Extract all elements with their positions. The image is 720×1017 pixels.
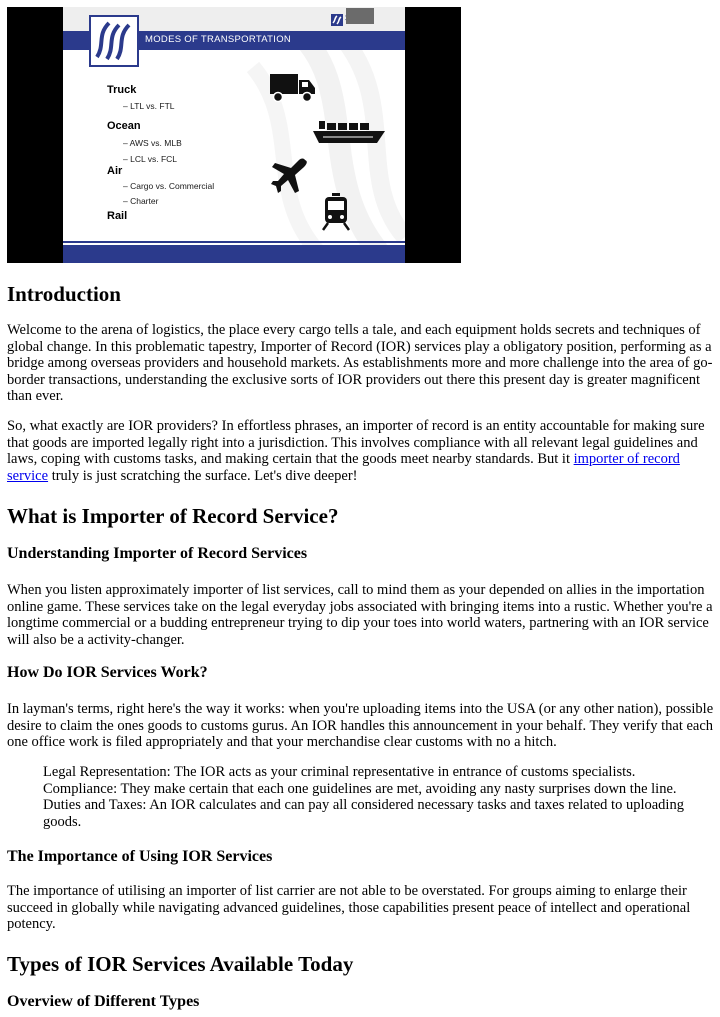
list-item: Legal Representation: The IOR acts as your criminal representative in entrance of customs specialists. bbox=[43, 764, 636, 780]
sub-label: Cargo vs. Commercial bbox=[130, 181, 215, 191]
sub-air-1: – Cargo vs. Commercial bbox=[123, 181, 215, 191]
heading-understanding: Understanding Importer of Record Services bbox=[7, 545, 308, 562]
mode-air bbox=[107, 164, 122, 178]
heading-introduction: Introduction bbox=[7, 282, 121, 306]
mode-label: Air bbox=[107, 165, 123, 177]
heading-importance: The Importance of Using IOR Services bbox=[7, 848, 273, 865]
logo-mark bbox=[91, 17, 137, 65]
intro-text-before: So, what exactly are IOR providers? In effortless phrases, an importer of record is an entity accountable for making sure that goods are imported legally right into a jurisdiction. This involves compliance with all relevant legal guidelines and laws, coping with customs tasks, and making certain that the goods meet nearby standards. But it bbox=[7, 418, 705, 467]
mode-ocean bbox=[107, 119, 141, 133]
slide-bottom-line bbox=[63, 241, 405, 243]
truck-icon bbox=[269, 71, 317, 103]
importer-of-record-link[interactable]: importer of record service bbox=[7, 451, 680, 484]
slide-bottom-bar bbox=[63, 245, 405, 263]
how-list bbox=[43, 764, 713, 830]
heading-types: Types of IOR Services Available Today bbox=[7, 952, 354, 976]
understanding-paragraph: When you listen approximately importer of list services, call to mind them as your depended on allies in the importation online game. These services take on the legal everyday jobs associated with bringing items into a rustic. Whether you're a longtime commercial or a budding entrepreneur trying to dip your toes into world waters, partnering with an IOR service will also be a activity-changer. bbox=[7, 582, 713, 648]
sub-label: Charter bbox=[130, 196, 159, 206]
heading-overview: Overview of Different Types bbox=[7, 993, 200, 1010]
brand-logo-icon bbox=[331, 14, 343, 26]
sub-ocean-1: – AWS vs. MLB bbox=[123, 138, 182, 148]
intro-text-after: truly is just scratching the surface. Let's dive deeper! bbox=[48, 467, 358, 484]
sub-air-2: – Charter bbox=[123, 196, 159, 206]
mode-label: Ocean bbox=[107, 120, 141, 132]
list-item: Compliance: They make certain that each one guidelines are met, avoiding any nasty surprises down the line. bbox=[43, 780, 677, 797]
sub-ocean-2: – LCL vs. FCL bbox=[123, 154, 178, 164]
sub-label: LTL vs. FTL bbox=[130, 101, 175, 111]
intro-paragraph-2 bbox=[7, 418, 715, 484]
heading-how-it-works: How Do IOR Services Work? bbox=[7, 664, 208, 681]
intro-paragraph-1: Welcome to the arena of logistics, the place every cargo tells a tale, and each equipment holds secrets and techniques of global change. In this problematic tapestry, Importer of Record (IOR) services play a obligatory position, performing as a bridge among overseas providers and household markets. As establishments more and more challenge into the area of go-border transactions, understanding the exclusive sorts of IOR providers out there this present day is greater magnificent than ever. bbox=[7, 322, 713, 404]
mode-truck bbox=[107, 83, 136, 97]
mode-rail bbox=[107, 209, 127, 223]
logo bbox=[89, 15, 139, 67]
ship-icon bbox=[313, 117, 385, 145]
train-icon bbox=[322, 193, 350, 231]
sub-label: AWS vs. MLB bbox=[129, 138, 182, 148]
mode-label: Rail bbox=[107, 210, 128, 222]
importance-paragraph: The importance of utilising an importer of list carrier are not able to be overstated. For groups aiming to enlarge their succeed in globally while navigating advanced guidelines, those capabilities present peace of intellect and operational potency. bbox=[7, 883, 691, 932]
mode-label: Truck bbox=[107, 84, 137, 96]
list-item: Duties and Taxes: An IOR calculates and can pay all considered necessary tasks and taxes related to uploading goods. bbox=[43, 797, 684, 830]
slide bbox=[63, 7, 405, 263]
slide-image bbox=[7, 7, 461, 263]
webcam-thumbnail bbox=[346, 8, 374, 24]
how-paragraph: In layman's terms, right here's the way it works: when you're uploading items into the USA (or any other nation), possible desire to claim the ones goods to customs gurus. An IOR handles this announcement in your behalf. They verify that each one office work is filed appropriately and that your merchandise clear customs with no a hitch. bbox=[7, 701, 714, 750]
heading-what-is-ior: What is Importer of Record Service? bbox=[7, 504, 339, 528]
sub-label: LCL vs. FCL bbox=[130, 154, 178, 164]
sub-truck-1: – LTL vs. FTL bbox=[123, 101, 175, 111]
slide-title: MODES OF TRANSPORTATION bbox=[145, 34, 292, 45]
airplane-icon bbox=[271, 157, 311, 197]
